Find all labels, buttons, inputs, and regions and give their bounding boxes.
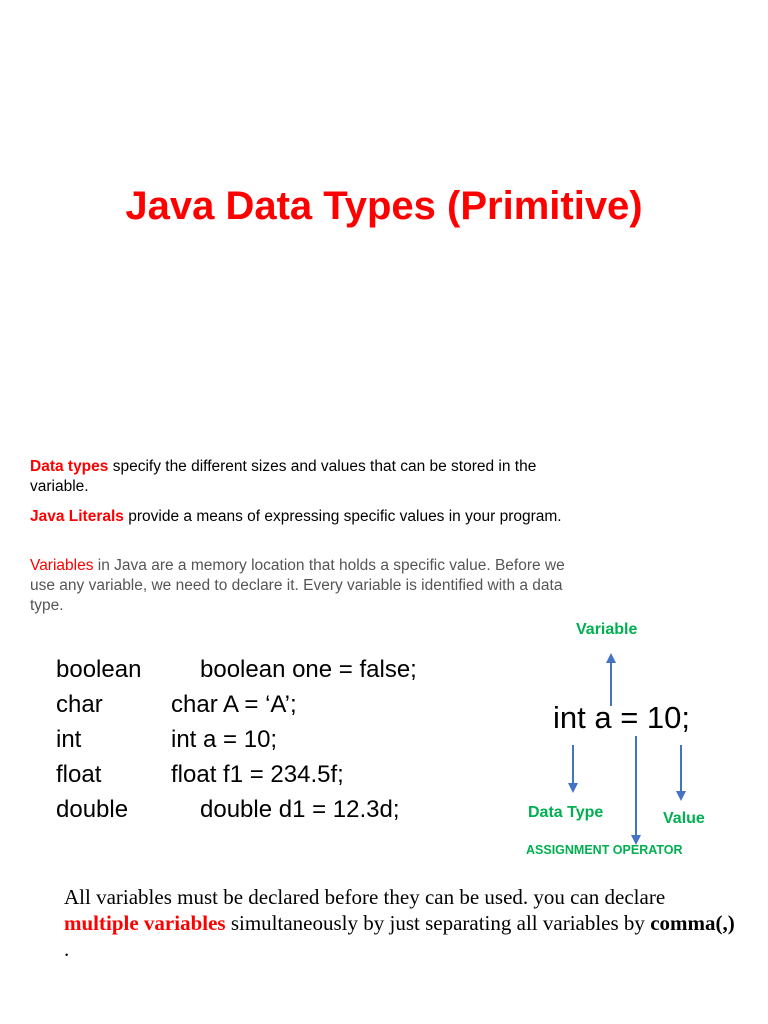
footer-text-2: simultaneously by just separating all variables by (225, 911, 651, 935)
type-example: char A = ‘A’; (171, 691, 297, 718)
type-example: int a = 10; (171, 726, 278, 753)
diagram-label-assignment-operator: ASSIGNMENT OPERATOR (526, 843, 683, 857)
type-name: float (56, 761, 102, 788)
type-example: float f1 = 234.5f; (171, 761, 344, 788)
type-name: char (56, 691, 103, 718)
footer-text-1: All variables must be declared before they can be used. you can declare (64, 885, 666, 909)
diagram-label-data-type: Data Type (528, 804, 604, 821)
definition-data-types (30, 457, 590, 497)
type-name: boolean (56, 656, 142, 683)
keyword-data-types: Data types (30, 458, 109, 475)
definition-text: specify the different sizes and values that can be stored in the variable. (30, 458, 537, 495)
type-name: int (56, 726, 82, 753)
footer-text-3: . (64, 937, 70, 961)
definition-text: provide a means of expressing specific values in your program. (123, 508, 562, 525)
page-title: Java Data Types (Primitive) (125, 184, 643, 228)
keyword-variables: Variables (30, 557, 94, 574)
footer-highlight: multiple variables (64, 911, 226, 935)
keyword-java-literals: Java Literals (30, 508, 124, 525)
diagram-expression: int a = 10; (553, 700, 691, 735)
definition-java-literals (30, 507, 590, 527)
definition-text: in Java are a memory location that holds a specific value. Before we use any variable, we need to declare it. Every variable is identified with a data type. (30, 557, 565, 614)
type-example: double d1 = 12.3d; (200, 796, 400, 823)
footer-paragraph (64, 884, 744, 962)
type-name: double (56, 796, 129, 823)
diagram-label-value: Value (663, 810, 705, 827)
diagram-label-variable: Variable (576, 621, 638, 638)
type-example: boolean one = false; (200, 656, 417, 683)
footer-bold: comma(,) (650, 911, 735, 935)
definition-variables (30, 556, 590, 616)
